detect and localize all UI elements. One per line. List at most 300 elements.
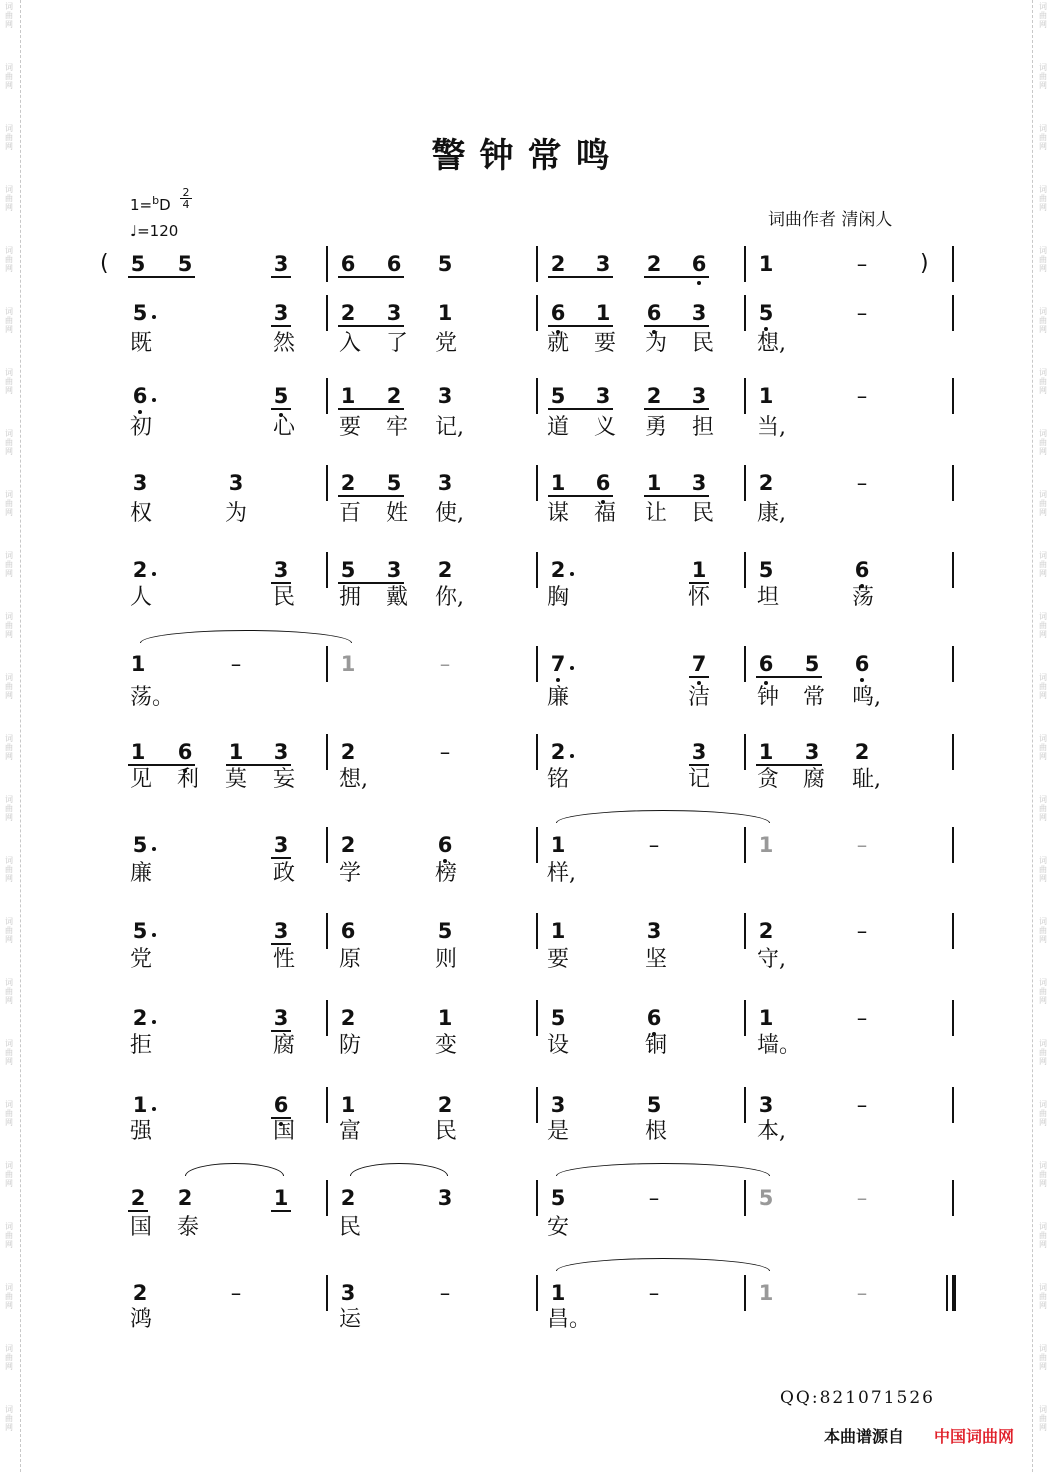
- note: 2: [132, 1006, 148, 1030]
- side-watermark: 词 曲 网: [1039, 1283, 1047, 1310]
- barline: [952, 246, 954, 282]
- note: 3: [437, 384, 453, 408]
- lyric: 性: [273, 947, 296, 972]
- underline-beam: [548, 276, 613, 278]
- dash-extension: –: [856, 919, 868, 943]
- lyric: 权: [130, 501, 153, 526]
- lyric: 然: [273, 331, 296, 356]
- note: 5: [758, 1186, 774, 1210]
- note: 3: [273, 301, 289, 325]
- dash-extension: –: [230, 1281, 242, 1305]
- song-title: 警钟常鸣: [431, 136, 624, 176]
- note: 5: [132, 301, 148, 325]
- note: 6: [550, 301, 566, 325]
- note: 5: [804, 652, 820, 676]
- barline: [744, 1180, 746, 1216]
- lyric: 为: [645, 331, 668, 356]
- note: 5: [340, 558, 356, 582]
- note: 3: [758, 1093, 774, 1117]
- note: 1: [758, 384, 774, 408]
- lyric: 腐: [273, 1033, 296, 1058]
- note: 3: [804, 740, 820, 764]
- note: 3: [691, 471, 707, 495]
- note: 6: [595, 471, 611, 495]
- barline: [952, 646, 954, 682]
- lyric: 则: [435, 947, 458, 972]
- lyric: 义: [594, 415, 617, 440]
- underline-beam: [271, 408, 291, 410]
- note: 5: [646, 1093, 662, 1117]
- note: 2: [550, 740, 566, 764]
- note: 2: [340, 471, 356, 495]
- side-watermark: 词 曲 网: [1039, 734, 1047, 761]
- underline-beam: [548, 408, 613, 410]
- barline: [536, 378, 538, 414]
- lyric: 想,: [339, 767, 368, 792]
- side-watermark: 词 曲 网: [1039, 429, 1047, 456]
- tie-slur: [140, 630, 352, 643]
- side-watermark: 词 曲 网: [1039, 368, 1047, 395]
- lyric: 民: [273, 585, 296, 610]
- lyric: 墙。: [757, 1033, 802, 1058]
- note: 2: [340, 1186, 356, 1210]
- lyric: 鸣,: [852, 685, 881, 710]
- key-note: D: [159, 196, 171, 214]
- side-watermark: 词 曲 网: [1039, 795, 1047, 822]
- side-watermark: 词 曲 网: [1039, 307, 1047, 334]
- lyric: 了: [386, 331, 409, 356]
- underline-beam: [338, 325, 404, 327]
- note: 5: [758, 558, 774, 582]
- lyric: 民: [692, 331, 715, 356]
- side-watermark: 词 曲 网: [1039, 1039, 1047, 1066]
- key-signature: [130, 196, 171, 214]
- barline: [744, 465, 746, 501]
- note: 2: [177, 1186, 193, 1210]
- left-dashed-edge: [20, 0, 21, 1472]
- right-dashed-edge: [1032, 0, 1033, 1472]
- source-site: 中国词曲网: [934, 1427, 1015, 1446]
- quarter-note-icon: ♩: [130, 222, 138, 240]
- lyric: 运: [339, 1307, 362, 1332]
- barline: [326, 1180, 328, 1216]
- final-barline-thick: [952, 1275, 956, 1311]
- note: 6: [132, 384, 148, 408]
- underline-beam: [338, 276, 404, 278]
- low-octave-dot: [556, 678, 560, 682]
- lyric: 使,: [435, 501, 464, 526]
- underline-beam: [548, 495, 613, 497]
- lyric: 荡: [852, 585, 875, 610]
- lyric: 记,: [435, 415, 464, 440]
- side-watermark: 词 曲 网: [5, 978, 13, 1005]
- lyric: 让: [645, 501, 668, 526]
- dash-extension: –: [648, 833, 660, 857]
- side-watermark: 词 曲 网: [1039, 978, 1047, 1005]
- lyric: 钟: [757, 685, 780, 710]
- time-bottom: 4: [180, 198, 192, 210]
- barline: [952, 734, 954, 770]
- lyric: 要: [547, 947, 570, 972]
- barline: [744, 734, 746, 770]
- lyric: 福: [594, 501, 617, 526]
- side-watermark: 词 曲 网: [5, 1100, 13, 1127]
- barline: [744, 827, 746, 863]
- lyric: 洁: [688, 685, 711, 710]
- note: 3: [646, 919, 662, 943]
- barline: [326, 646, 328, 682]
- note: 3: [273, 740, 289, 764]
- note: 3: [340, 1281, 356, 1305]
- underline-beam: [271, 582, 291, 584]
- note: 1: [646, 471, 662, 495]
- note: 3: [437, 471, 453, 495]
- barline: [326, 465, 328, 501]
- lyric: 铜: [645, 1033, 668, 1058]
- barline: [326, 552, 328, 588]
- augmentation-dot: [152, 315, 156, 319]
- note: 2: [437, 1093, 453, 1117]
- note: 3: [273, 252, 289, 276]
- underline-beam: [689, 582, 709, 584]
- side-watermark: 词 曲 网: [5, 368, 13, 395]
- note: 2: [758, 919, 774, 943]
- lyric: 入: [339, 331, 362, 356]
- bracket: (: [100, 251, 109, 276]
- underline-beam: [271, 943, 291, 945]
- lyric: 当,: [757, 415, 786, 440]
- barline: [326, 1000, 328, 1036]
- underline-beam: [271, 1210, 291, 1212]
- note: 2: [550, 252, 566, 276]
- underline-beam: [756, 764, 822, 766]
- augmentation-dot: [570, 666, 574, 670]
- note: 2: [130, 1186, 146, 1210]
- note: 1: [550, 919, 566, 943]
- barline: [744, 295, 746, 331]
- lyric: 康,: [757, 501, 786, 526]
- barline: [952, 552, 954, 588]
- note: 6: [437, 833, 453, 857]
- barline: [952, 378, 954, 414]
- side-watermark: 词 曲 网: [5, 795, 13, 822]
- barline: [326, 1087, 328, 1123]
- barline: [952, 1180, 954, 1216]
- side-watermark: 词 曲 网: [1039, 856, 1047, 883]
- side-watermark: 词 曲 网: [5, 124, 13, 151]
- lyric: 谋: [547, 501, 570, 526]
- lyric: 设: [547, 1033, 570, 1058]
- barline: [326, 1275, 328, 1311]
- underline-beam: [226, 764, 291, 766]
- side-watermark: 词 曲 网: [1039, 551, 1047, 578]
- note: 3: [273, 833, 289, 857]
- lyric: 担: [692, 415, 715, 440]
- lyric: 人: [130, 585, 153, 610]
- underline-beam: [271, 325, 291, 327]
- note: 7: [550, 652, 566, 676]
- side-watermark: 词 曲 网: [5, 63, 13, 90]
- underline-beam: [338, 582, 404, 584]
- tie-slur: [556, 1258, 770, 1271]
- note: 7: [691, 652, 707, 676]
- augmentation-dot: [152, 933, 156, 937]
- side-watermark: 词 曲 网: [5, 2, 13, 29]
- note: 1: [595, 301, 611, 325]
- note: 5: [550, 1186, 566, 1210]
- underline-beam: [271, 276, 291, 278]
- time-signature: [180, 187, 192, 210]
- barline: [536, 295, 538, 331]
- note: 3: [691, 301, 707, 325]
- note: 6: [386, 252, 402, 276]
- note: 5: [550, 1006, 566, 1030]
- side-watermark: 词 曲 网: [1039, 185, 1047, 212]
- note: 1: [273, 1186, 289, 1210]
- lyric: 政: [273, 861, 296, 886]
- note: 2: [340, 833, 356, 857]
- note: 2: [758, 471, 774, 495]
- lyric: 富: [339, 1119, 362, 1144]
- dash-extension: –: [856, 1093, 868, 1117]
- note: 6: [273, 1093, 289, 1117]
- augmentation-dot: [570, 754, 574, 758]
- barline: [326, 827, 328, 863]
- side-watermark: 词 曲 网: [1039, 612, 1047, 639]
- side-watermark: 词 曲 网: [1039, 1405, 1047, 1432]
- note: 2: [340, 301, 356, 325]
- tie-slur: [350, 1163, 448, 1176]
- barline: [536, 1087, 538, 1123]
- dash-extension: –: [856, 1006, 868, 1030]
- underline-beam: [338, 408, 404, 410]
- side-watermark: 词 曲 网: [5, 429, 13, 456]
- note: 1: [340, 384, 356, 408]
- underline-beam: [644, 325, 709, 327]
- lyric: 党: [435, 331, 458, 356]
- dash-extension: –: [230, 652, 242, 676]
- side-watermark: 词 曲 网: [5, 1039, 13, 1066]
- lyric: 想,: [757, 331, 786, 356]
- dash-extension: –: [439, 740, 451, 764]
- note: 1: [132, 1093, 148, 1117]
- note: 5: [550, 384, 566, 408]
- note: 1: [758, 1281, 774, 1305]
- lyric: 勇: [645, 415, 668, 440]
- underline-beam: [644, 276, 709, 278]
- underline-beam: [644, 495, 709, 497]
- barline: [744, 552, 746, 588]
- note: 2: [386, 384, 402, 408]
- note: 3: [273, 1006, 289, 1030]
- note: 5: [437, 919, 453, 943]
- note: 2: [437, 558, 453, 582]
- note: 2: [854, 740, 870, 764]
- key-prefix: 1=: [130, 196, 153, 214]
- underline-beam: [128, 1210, 148, 1212]
- side-watermark: 词 曲 网: [5, 734, 13, 761]
- side-watermark: 词 曲 网: [1039, 490, 1047, 517]
- note: 2: [646, 252, 662, 276]
- lyric: 就: [547, 331, 570, 356]
- dash-extension: –: [856, 384, 868, 408]
- barline: [536, 465, 538, 501]
- author-credit: 词曲作者 清闲人: [768, 210, 893, 230]
- side-watermark: 词 曲 网: [5, 612, 13, 639]
- lyric: 道: [547, 415, 570, 440]
- lyric: 你,: [435, 585, 464, 610]
- lyric: 妄: [273, 767, 296, 792]
- barline: [952, 465, 954, 501]
- low-octave-dot: [860, 678, 864, 682]
- lyric: 为: [225, 501, 248, 526]
- barline: [536, 913, 538, 949]
- augmentation-dot: [152, 572, 156, 576]
- lyric: 初: [130, 415, 153, 440]
- note: 1: [758, 252, 774, 276]
- lyric: 国: [130, 1215, 153, 1240]
- barline: [952, 295, 954, 331]
- lyric: 强: [130, 1119, 153, 1144]
- dash-extension: –: [856, 252, 868, 276]
- note: 1: [550, 1281, 566, 1305]
- tie-slur: [556, 810, 770, 823]
- side-watermark: 词 曲 网: [5, 856, 13, 883]
- barline: [536, 734, 538, 770]
- barline: [744, 913, 746, 949]
- flat-sign: b: [152, 194, 160, 207]
- lyric: 怀: [688, 585, 711, 610]
- underline-beam: [548, 325, 613, 327]
- note: 1: [340, 1093, 356, 1117]
- lyric: 民: [339, 1215, 362, 1240]
- note: 2: [132, 1281, 148, 1305]
- note: 5: [758, 301, 774, 325]
- lyric: 要: [339, 415, 362, 440]
- note: 5: [437, 252, 453, 276]
- barline: [536, 246, 538, 282]
- underline-beam: [128, 764, 195, 766]
- note: 2: [340, 1006, 356, 1030]
- dash-extension: –: [856, 1281, 868, 1305]
- lyric: 莫: [225, 767, 248, 792]
- side-watermark: 词 曲 网: [5, 1283, 13, 1310]
- lyric: 防: [339, 1033, 362, 1058]
- lyric: 利: [177, 767, 200, 792]
- lyric: 牢: [386, 415, 409, 440]
- note: 1: [130, 652, 146, 676]
- side-watermark: 词 曲 网: [1039, 1161, 1047, 1188]
- lyric: 戴: [386, 585, 409, 610]
- barline: [536, 1180, 538, 1216]
- note: 5: [130, 252, 146, 276]
- underline-beam: [338, 495, 404, 497]
- lyric: 常: [803, 685, 826, 710]
- lyric: 拥: [339, 585, 362, 610]
- augmentation-dot: [152, 398, 156, 402]
- low-octave-dot: [138, 410, 142, 414]
- side-watermark: 词 曲 网: [5, 1405, 13, 1432]
- underline-beam: [756, 676, 822, 678]
- side-watermark: 词 曲 网: [1039, 673, 1047, 700]
- note: 3: [437, 1186, 453, 1210]
- side-watermark: 词 曲 网: [5, 185, 13, 212]
- tempo-mark: [130, 222, 178, 240]
- note: 2: [132, 558, 148, 582]
- dash-extension: –: [856, 471, 868, 495]
- note: 5: [132, 833, 148, 857]
- dash-extension: –: [856, 1186, 868, 1210]
- lyric: 记: [688, 767, 711, 792]
- side-watermark: 词 曲 网: [5, 1161, 13, 1188]
- side-watermark: 词 曲 网: [1039, 124, 1047, 151]
- dash-extension: –: [439, 652, 451, 676]
- qq-contact: QQ:821071526: [780, 1388, 935, 1408]
- note: 3: [386, 558, 402, 582]
- lyric: 姓: [386, 501, 409, 526]
- low-octave-dot: [697, 281, 701, 285]
- note: 1: [228, 740, 244, 764]
- lyric: 样,: [547, 861, 576, 886]
- note: 1: [340, 652, 356, 676]
- barline: [744, 378, 746, 414]
- barline: [326, 378, 328, 414]
- lyric: 百: [339, 501, 362, 526]
- side-watermark: 词 曲 网: [1039, 1100, 1047, 1127]
- note: 1: [437, 1006, 453, 1030]
- lyric: 安: [547, 1215, 570, 1240]
- note: 1: [758, 1006, 774, 1030]
- note: 5: [132, 919, 148, 943]
- side-watermark: 词 曲 网: [1039, 246, 1047, 273]
- augmentation-dot: [152, 1107, 156, 1111]
- barline: [744, 1275, 746, 1311]
- note: 2: [646, 384, 662, 408]
- dash-extension: –: [856, 833, 868, 857]
- barline: [326, 734, 328, 770]
- barline: [326, 913, 328, 949]
- lyric: 泰: [177, 1215, 200, 1240]
- source-label: 本曲谱源自: [824, 1427, 905, 1446]
- note: 5: [386, 471, 402, 495]
- note: 6: [854, 652, 870, 676]
- underline-beam: [271, 1030, 291, 1032]
- lyric: 既: [130, 331, 153, 356]
- lyric: 坦: [757, 585, 780, 610]
- side-watermark: 词 曲 网: [5, 1344, 13, 1371]
- note: 6: [691, 252, 707, 276]
- barline: [952, 1087, 954, 1123]
- note: 1: [691, 558, 707, 582]
- lyric: 国: [273, 1119, 296, 1144]
- side-watermark: 词 曲 网: [1039, 917, 1047, 944]
- note: 1: [758, 740, 774, 764]
- side-watermark: 词 曲 网: [5, 246, 13, 273]
- side-watermark: 词 曲 网: [1039, 1344, 1047, 1371]
- note: 5: [273, 384, 289, 408]
- underline-beam: [689, 764, 709, 766]
- note: 3: [273, 919, 289, 943]
- dash-extension: –: [439, 1281, 451, 1305]
- lyric: 民: [692, 501, 715, 526]
- augmentation-dot: [570, 572, 574, 576]
- lyric: 心: [273, 415, 296, 440]
- lyric: 党: [130, 947, 153, 972]
- note: 6: [177, 740, 193, 764]
- lyric: 腐: [803, 767, 826, 792]
- barline: [952, 1000, 954, 1036]
- lyric: 根: [645, 1119, 668, 1144]
